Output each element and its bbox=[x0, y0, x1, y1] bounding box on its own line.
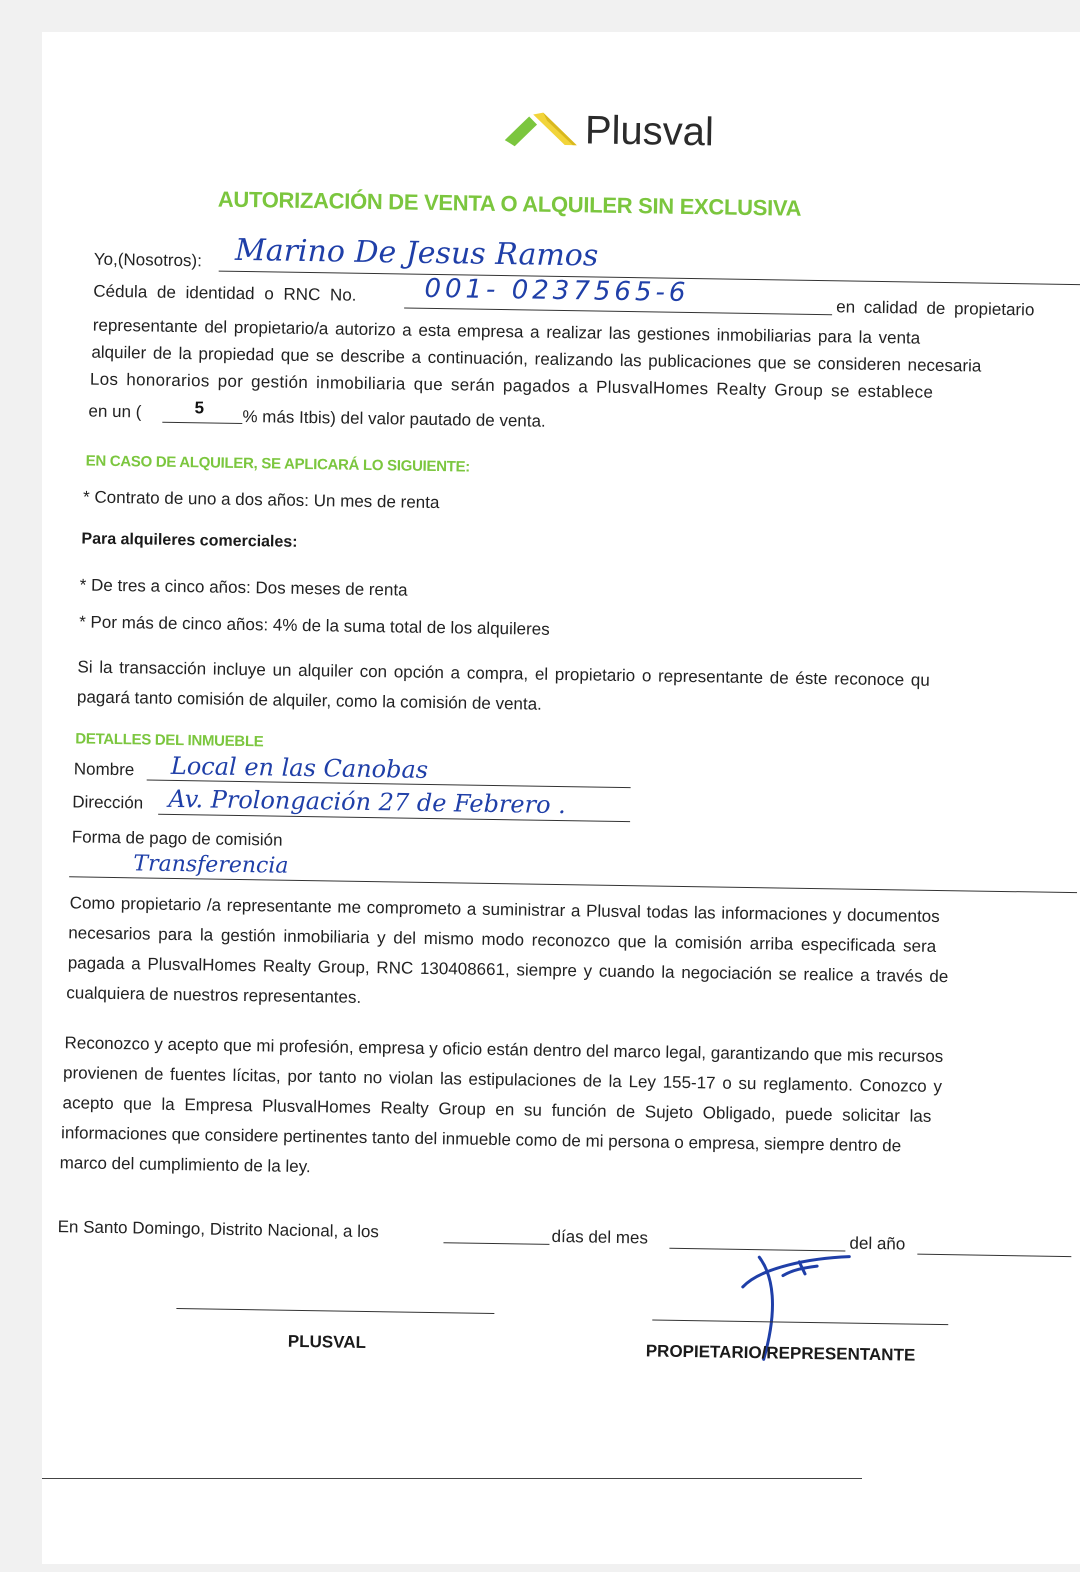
property-address-handwritten[interactable]: Av. Prolongación 27 de Febrero . bbox=[168, 784, 567, 820]
id-label: Cédula de identidad o RNC No. bbox=[93, 281, 357, 305]
option-line-2: pagará tanto comisión de alquiler, como la comisión de venta. bbox=[76, 687, 543, 714]
page-bottom-rule bbox=[42, 1478, 862, 1479]
rental-heading: EN CASO DE ALQUILER, SE APLICARÁ LO SIGUIENTE: bbox=[85, 452, 471, 476]
date-days-underline[interactable] bbox=[443, 1242, 549, 1245]
document-title: AUTORIZACIÓN DE VENTA O ALQUILER SIN EXCLUSIVA bbox=[217, 186, 802, 221]
commercial-item-2: * Por más de cinco años: 4% de la suma total de los alquileres bbox=[79, 612, 550, 639]
id-suffix: en calidad de propietario bbox=[836, 297, 1035, 320]
commitment-line-1: Como propietario /a representante me comprometo a suministrar a Plusval todas las informaciones y documentos bbox=[69, 893, 940, 926]
owner-label: Yo,(Nosotros): bbox=[93, 249, 203, 271]
commission-underline bbox=[162, 422, 242, 424]
payment-underline bbox=[69, 876, 1077, 893]
logo-wordmark: Plusval bbox=[584, 108, 715, 155]
date-year-underline[interactable] bbox=[917, 1254, 1071, 1257]
id-number-handwritten[interactable]: 001- 0237565-6 bbox=[424, 273, 690, 308]
date-days-label: días del mes bbox=[551, 1226, 649, 1248]
owner-name-handwritten[interactable]: Marino De Jesus Ramos bbox=[234, 232, 599, 274]
legal-line-5: marco del cumplimiento de la ley. bbox=[59, 1153, 311, 1177]
plusval-signature-line[interactable] bbox=[176, 1308, 494, 1314]
plusval-signature-label: PLUSVAL bbox=[287, 1331, 367, 1353]
legal-line-3: acepto que la Empresa PlusvalHomes Realty Group en su función de Sujeto Obligado, puede solicitar las bbox=[62, 1093, 932, 1126]
commission-prefix: en un ( bbox=[88, 401, 142, 422]
legal-line-2: provienen de fuentes lícitas, por tanto no violan las estipulaciones de la Ley 155-17 o su reglamento. Conozco y bbox=[62, 1063, 943, 1097]
rental-item: * Contrato de uno a dos años: Un mes de renta bbox=[82, 487, 440, 513]
date-prefix: En Santo Domingo, Distrito Nacional, a los bbox=[57, 1217, 380, 1242]
plusval-logo-icon bbox=[503, 110, 582, 151]
legal-line-1: Reconozco y acepto que mi profesión, empresa y oficio están dentro del marco legal, garantizando que mis recursos bbox=[64, 1033, 944, 1067]
property-name-handwritten[interactable]: Local en las Canobas bbox=[170, 751, 429, 784]
payment-handwritten[interactable]: Transferencia bbox=[133, 851, 289, 879]
property-heading: DETALLES DEL INMUEBLE bbox=[75, 730, 264, 751]
intro-line-3: Los honorarios por gestión inmobiliaria que serán pagados a PlusvalHomes Realty Group se establece bbox=[89, 369, 934, 402]
commitment-line-2: necesarios para la gestión inmobiliaria y del mismo modo reconozco que la comisión arriba especificada sera bbox=[68, 923, 937, 956]
commercial-item-1: * De tres a cinco años: Dos meses de renta bbox=[79, 575, 408, 600]
id-underline bbox=[404, 308, 832, 316]
legal-line-4: informaciones que considere pertinentes tanto del inmueble como de mi persona o empresa, siempre dentro de bbox=[60, 1123, 902, 1156]
commitment-line-4: cualquiera de nuestros representantes. bbox=[66, 983, 362, 1007]
option-line-1: Si la transacción incluye un alquiler con opción a compra, el propietario o representante de éste reconoce qu bbox=[77, 657, 930, 690]
intro-line-1: representante del propietario/a autorizo a esta empresa a realizar las gestiones inmobiliarias para la venta bbox=[92, 315, 921, 348]
payment-label: Forma de pago de comisión bbox=[71, 827, 283, 850]
plusval-logo bbox=[503, 107, 715, 155]
property-address-label: Dirección bbox=[72, 792, 144, 813]
date-year-label: del año bbox=[849, 1233, 906, 1254]
commitment-line-3: pagada a PlusvalHomes Realty Group, RNC 130408661, siempre y cuando la negociación se realice a través de bbox=[67, 953, 949, 987]
commercial-heading: Para alquileres comerciales: bbox=[81, 530, 298, 551]
owner-signature-label: PROPIETARIO/REPRESENTANTE bbox=[645, 1341, 916, 1365]
commission-value[interactable]: 5 bbox=[194, 398, 205, 418]
commission-suffix: % más Itbis) del valor pautado de venta. bbox=[242, 406, 546, 431]
intro-line-2: alquiler de la propiedad que se describe a continuación, realizando las publicaciones que se consideren necesaria bbox=[91, 342, 982, 376]
property-name-label: Nombre bbox=[73, 759, 135, 780]
